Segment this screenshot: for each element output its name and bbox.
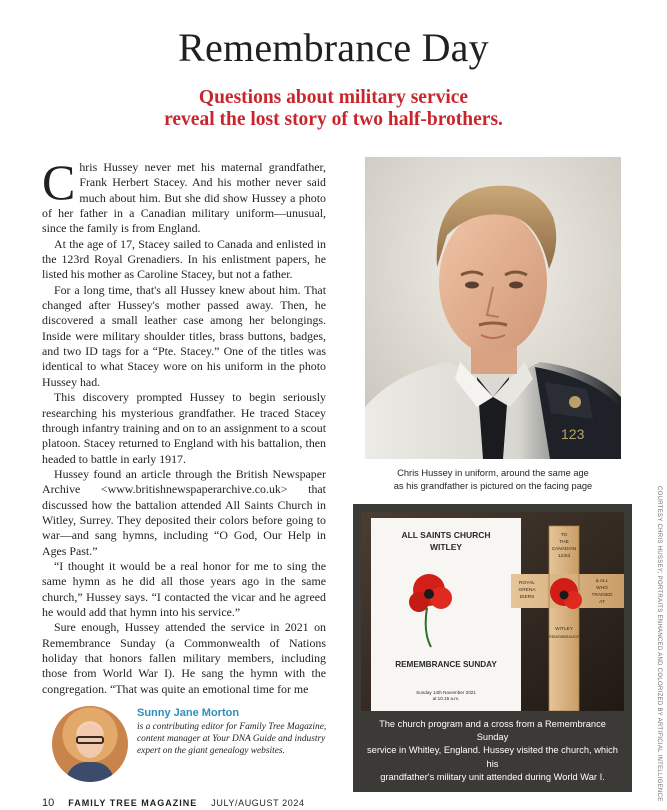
issue-date: JULY/AUGUST 2024 [211,798,305,808]
cross-text-left-3: DIERS [519,595,535,600]
author-avatar [52,706,128,782]
church-caption-line-1: The church program and a cross from a Remembrance Sunday [379,719,606,743]
paragraph-4: This discovery prompted Hussey to begin seriously researching his mysterious grandfather. He traced Stacey through infantry training and on to an assignment to a scout platoon. Stacey returned to England with his battalion, then headed to battle in early 1917. [42,390,326,466]
cross-text-bottom-1: WITLEY [555,627,573,632]
article-body [42,154,326,697]
page-number: 10 [42,797,55,809]
church-caption [363,718,622,784]
program-date-line-1: Sunday 14th November 2021 [416,690,476,695]
church-program-photo [361,512,624,711]
cross-text-bottom-2: REMEMBRANCE [549,635,579,639]
church-photo-panel [353,504,632,792]
cross-text-top-4: 123rd [557,554,571,559]
portrait-caption [355,467,631,493]
program-title-line-2: WITLEY [429,542,463,552]
shoulder-badge-text: 123 [561,426,585,442]
paragraph-7: Sure enough, Hussey attended the service in 2021 on Remembrance Sunday (a Commonwealth of Nations holiday that honors fallen military members, including those from World War I). He sang the hymn with the congregation. “That was quite an emotional time for me [42,620,326,696]
subtitle-line-1: Questions about military service [198,87,469,108]
portrait-photo [365,157,621,459]
paragraph-1 [42,154,326,237]
photo-credit-text: COURTESY CHRIS HUSSEY; PORTRAITS ENHANCED AND COLORIZED BY ARTIFICIAL INTELLIGENCE [656,486,662,802]
paragraph-2: At the age of 17, Stacey sailed to Canada and enlisted in the 123rd Royal Grenadiers. In his enlistment papers, he listed his mother as Caroline Stacey, but not a father. [42,236,326,282]
cross-text-top-1: TO [560,533,568,538]
paragraph-6: “I thought it would be a real honor for me to sing the same hymn as he did all those years ago in the same church,” Hussey says. “I contacted the vicar and he agreed he would add that hymn into his service.” [42,558,326,619]
cross-text-right-1: & ALL [595,579,609,584]
cross-text-left-1: ROYAL [519,581,535,586]
article-subtitle [0,87,667,131]
photo-credit [654,486,662,802]
article-title: Remembrance Day [178,25,489,70]
church-caption-line-3: grandfather's military unit attended during World War I. [380,771,605,782]
cross-text-right-3: TRAINED [591,593,613,598]
paragraph-5: Hussey found an article through the British Newspaper Archive <www.britishnewspaperarchive.co.uk> that discussed how the battalion attended All Saints Church in Witley, Surrey. They deposited their colors before going to war—and sang hymns, including “O God, Our Help in Ages Past.” [42,466,326,558]
cross-text-top-2: THE [559,540,569,545]
church-caption-line-2: service in Whitley, England. Hussey visited the church, which his [367,745,618,769]
subtitle-line-2: reveal the lost story of two half-brothers. [164,109,503,130]
program-date-line-2: at 10.15 a.m. [432,696,460,701]
paragraph-1-text: hris Hussey never met his maternal grandfather, Frank Herbert Stacey. And his mother never said much about him. But she did show Hussey a photo of her father in a Canadian military uniform—unusual, since the family is from England. [42,160,326,236]
program-heading: REMEMBRANCE SUNDAY [395,660,497,669]
drop-cap: C [42,154,76,210]
author-name: Sunny Jane Morton [137,707,240,719]
portrait-caption-line-2: as his grandfather is pictured on the facing page [393,481,593,491]
program-title-line-1: ALL SAINTS CHURCH [401,530,491,540]
cross-text-right-4: AT [599,600,605,605]
magazine-name: FAMILY TREE MAGAZINE [68,798,198,808]
cross-text-top-3: CANADIAN [551,547,577,552]
paragraph-3: For a long time, that's all Hussey knew about him. That changed after Hussey's mother passed away. Then, he discovered a small leather case among her belongings. Inside were military shoulder titles, brass buttons, badges, and two ID tags for a “Pte. Stacey.” One of the titles was identical to what Stacey wore on his uniform in the photo Hussey had. [42,282,326,389]
portrait-image [365,157,621,459]
cross-text-left-2: GRENA [518,588,536,593]
church-program-image [361,512,624,711]
author-bio: is a contributing editor for Family Tree Magazine, content manager at Your DNA Guide and industry expert on the giant genealogy websites. [137,722,327,756]
page-footer [42,797,305,809]
portrait-caption-line-1: Chris Hussey in uniform, around the same age [397,468,589,478]
cross-text-right-2: WHO [596,586,608,591]
